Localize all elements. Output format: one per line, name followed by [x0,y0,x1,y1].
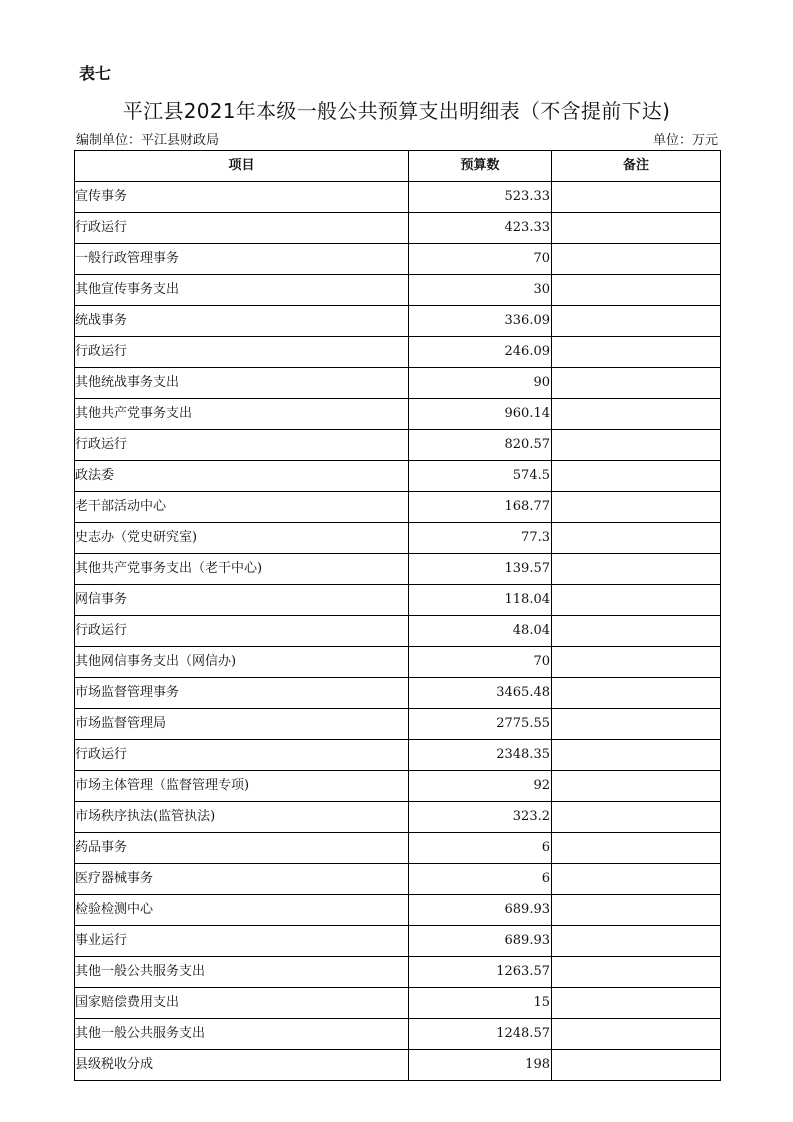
table-row [75,182,721,213]
table-row [75,678,721,709]
row-amount: 48.04 [409,616,552,647]
row-note [552,678,721,709]
row-note [552,895,721,926]
table-row [75,616,721,647]
row-item: 其他共产党事务支出 [75,399,409,430]
row-note [552,213,721,244]
row-note [552,430,721,461]
row-amount: 689.93 [409,895,552,926]
table-row [75,1019,721,1050]
row-amount: 3465.48 [409,678,552,709]
row-item: 行政运行 [75,616,409,647]
table-row [75,802,721,833]
row-amount: 523.33 [409,182,552,213]
row-amount: 6 [409,833,552,864]
row-note [552,492,721,523]
row-item: 市场主体管理（监督管理专项) [75,771,409,802]
row-item: 其他网信事务支出（网信办) [75,647,409,678]
row-amount: 139.57 [409,554,552,585]
table-row [75,523,721,554]
table-header-row [75,151,721,182]
compiling-unit: 编制单位：平江县财政局 [76,133,220,148]
column-header-budget: 预算数 [409,151,552,182]
row-amount: 2775.55 [409,709,552,740]
table-row [75,833,721,864]
row-item: 行政运行 [75,430,409,461]
row-item: 网信事务 [75,585,409,616]
page-title: 平江县2021年本级一般公共预算支出明细表（不含提前下达) [122,99,671,123]
row-item: 老干部活动中心 [75,492,409,523]
row-note [552,368,721,399]
row-item: 史志办（党史研究室) [75,523,409,554]
column-header-note: 备注 [552,151,721,182]
row-note [552,647,721,678]
table-row [75,430,721,461]
row-note [552,306,721,337]
row-note [552,771,721,802]
row-amount: 689.93 [409,926,552,957]
table-row [75,988,721,1019]
row-item: 检验检测中心 [75,895,409,926]
table-row [75,585,721,616]
budget-table [74,150,721,1081]
column-header-item: 项目 [75,151,409,182]
row-amount: 90 [409,368,552,399]
table-row [75,275,721,306]
row-note [552,244,721,275]
table-row [75,647,721,678]
row-note [552,182,721,213]
row-note [552,461,721,492]
table-row [75,957,721,988]
row-amount: 168.77 [409,492,552,523]
row-note [552,616,721,647]
row-amount: 6 [409,864,552,895]
row-amount: 323.2 [409,802,552,833]
row-note [552,1050,721,1081]
row-item: 医疗器械事务 [75,864,409,895]
row-amount: 198 [409,1050,552,1081]
row-item: 其他共产党事务支出（老干中心) [75,554,409,585]
row-note [552,864,721,895]
row-amount: 2348.35 [409,740,552,771]
row-note [552,802,721,833]
row-item: 统战事务 [75,306,409,337]
row-item: 其他一般公共服务支出 [75,1019,409,1050]
table-row [75,709,721,740]
table-row [75,492,721,523]
row-note [552,988,721,1019]
row-amount: 423.33 [409,213,552,244]
row-amount: 574.5 [409,461,552,492]
row-item: 市场监督管理事务 [75,678,409,709]
row-item: 县级税收分成 [75,1050,409,1081]
row-item: 其他统战事务支出 [75,368,409,399]
row-amount: 15 [409,988,552,1019]
table-row [75,554,721,585]
table-row [75,461,721,492]
table-row [75,337,721,368]
row-item: 政法委 [75,461,409,492]
row-note [552,275,721,306]
row-item: 宣传事务 [75,182,409,213]
table-row [75,368,721,399]
row-amount: 30 [409,275,552,306]
row-note [552,523,721,554]
row-amount: 77.3 [409,523,552,554]
row-item: 事业运行 [75,926,409,957]
table-row [75,771,721,802]
row-amount: 118.04 [409,585,552,616]
row-amount: 92 [409,771,552,802]
table-row [75,740,721,771]
row-note [552,399,721,430]
table-row [75,895,721,926]
row-amount: 1248.57 [409,1019,552,1050]
row-note [552,709,721,740]
row-amount: 960.14 [409,399,552,430]
table-row [75,864,721,895]
row-note [552,585,721,616]
table-meta [74,133,720,149]
row-item: 药品事务 [75,833,409,864]
table-row [75,399,721,430]
row-amount: 246.09 [409,337,552,368]
table-row [75,244,721,275]
row-note [552,926,721,957]
table-number-label: 表七 [79,64,112,83]
row-item: 一般行政管理事务 [75,244,409,275]
row-item: 市场监督管理局 [75,709,409,740]
row-note [552,957,721,988]
row-note [552,337,721,368]
currency-unit: 单位：万元 [652,133,718,148]
row-amount: 336.09 [409,306,552,337]
row-item: 其他宣传事务支出 [75,275,409,306]
row-item: 国家赔偿费用支出 [75,988,409,1019]
row-note [552,740,721,771]
table-row [75,1050,721,1081]
row-amount: 1263.57 [409,957,552,988]
table-row [75,926,721,957]
row-amount: 70 [409,647,552,678]
row-amount: 820.57 [409,430,552,461]
row-item: 行政运行 [75,337,409,368]
row-item: 市场秩序执法(监管执法) [75,802,409,833]
row-item: 其他一般公共服务支出 [75,957,409,988]
row-item: 行政运行 [75,740,409,771]
row-note [552,554,721,585]
row-note [552,833,721,864]
row-note [552,1019,721,1050]
row-item: 行政运行 [75,213,409,244]
table-row [75,306,721,337]
table-row [75,213,721,244]
row-amount: 70 [409,244,552,275]
